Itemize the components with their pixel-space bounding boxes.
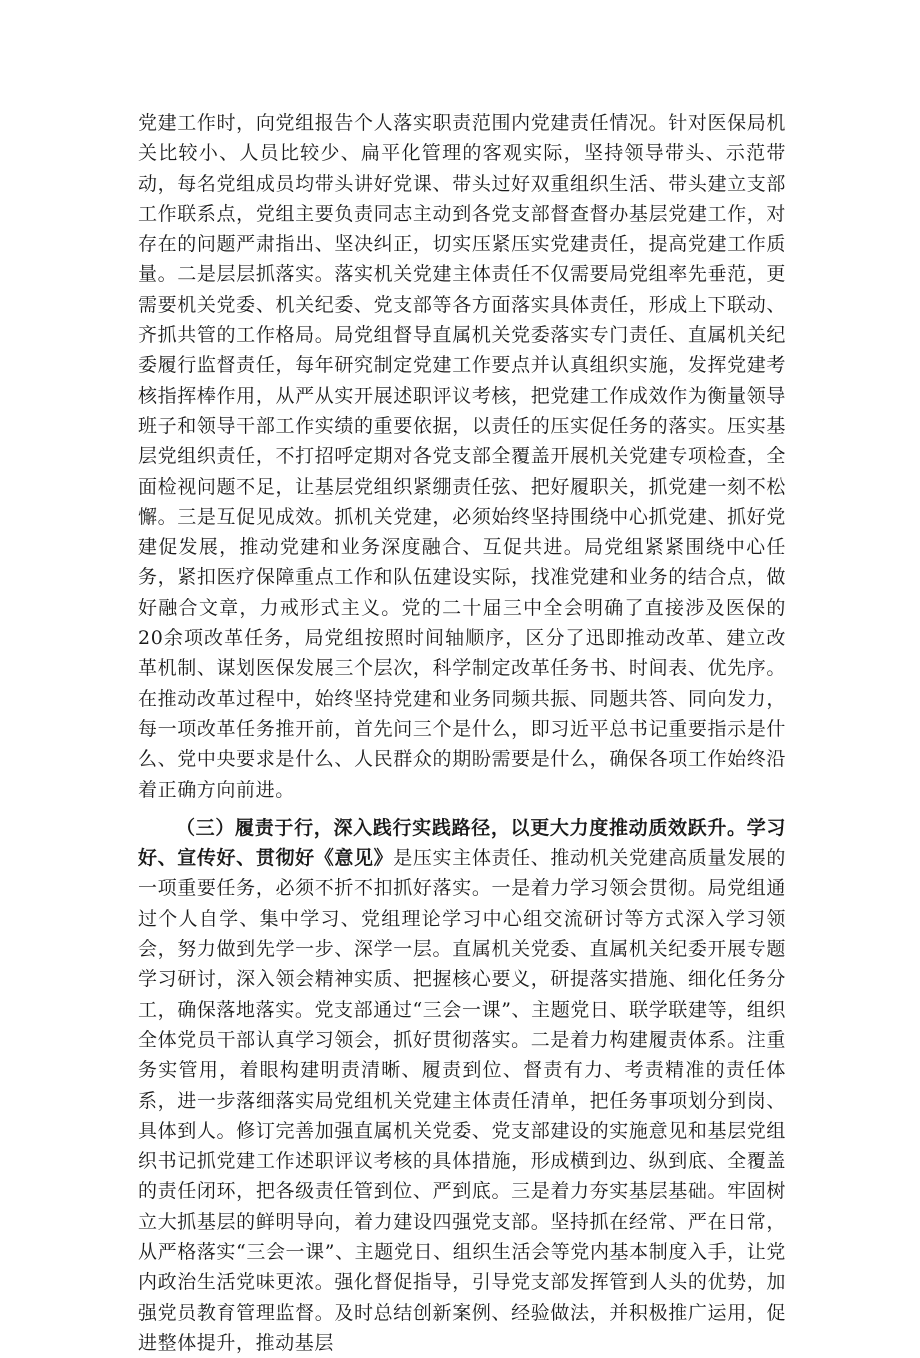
document-page xyxy=(138,108,786,1358)
section-heading-3: （三）履责于行，深入践行实践路径，以更大力度推动质效跃升。学习好、宣传好、贯彻好《意见》 xyxy=(138,816,786,870)
body-paragraph-1: 党建工作时，向党组报告个人落实职责范围内党建责任情况。针对医保局机关比较小、人员比较少、扁平化管理的客观实际，坚持领导带头、示范带动，每名党组成员均带头讲好党课、带头过好双重组织生活、带头建立支部工作联系点，党组主要负责同志主动到各党支部督查督办基层党建工作，对存在的问题严肃指出、坚决纠正，切实压紧压实党建责任，提高党建工作质量。二是层层抓落实。落实机关党建主体责任不仅需要局党组率先垂范，更需要机关党委、机关纪委、党支部等各方面落实具体责任，形成上下联动、齐抓共管的工作格局。局党组督导直属机关党委落实专门责任、直属机关纪委履行监督责任，每年研究制定党建工作要点并认真组织实施，发挥党建考核指挥棒作用，从严从实开展述职评议考核，把党建工作成效作为衡量领导班子和领导干部工作实绩的重要依据，以责任的压实促任务的落实。压实基层党组织责任，不打招呼定期对各党支部全覆盖开展机关党建专项检查，全面检视问题不足，让基层党组织紧绷责任弦、把好履职关，抓党建一刻不松懈。三是互促见成效。抓机关党建，必须始终坚持围绕中心抓党建、抓好党建促发展，推动党建和业务深度融合、互促共进。局党组紧紧围绕中心任务，紧扣医疗保障重点工作和队伍建设实际，找准党建和业务的结合点，做好融合文章，力戒形式主义。党的二十届三中全会明确了直接涉及医保的20余项改革任务，局党组按照时间轴顺序，区分了迅即推动改革、建立改革机制、谋划医保发展三个层次，科学制定改革任务书、时间表、优先序。在推动改革过程中，始终坚持党建和业务同频共振、同题共答、同向发力，每一项改革任务推开前，首先问三个是什么，即习近平总书记重要指示是什么、党中央要求是什么、人民群众的期盼需要是什么，确保各项工作始终沿着正确方向前进。 xyxy=(138,112,786,801)
section-3-body: 是压实主体责任、推动机关党建高质量发展的一项重要任务，必须不折不扣抓好落实。一是着力学习领会贯彻。局党组通过个人自学、集中学习、党组理论学习中心组交流研讨等方式深入学习领会，努力做到先学一步、深学一层。直属机关党委、直属机关纪委开展专题学习研讨，深入领会精神实质、把握核心要义，研提落实措施、细化任务分工，确保落地落实。党支部通过“三会一课”、主题党日、联学联建等，组织全体党员干部认真学习领会，抓好贯彻落实。二是着力构建履责体系。注重务实管用，着眼构建明责清晰、履责到位、督责有力、考责精准的责任体系，进一步落细落实局党组机关党建主体责任清单，把任务事项划分到岗、具体到人。修订完善加强直属机关党委、党支部建设的实施意见和基层党组织书记抓党建工作述职评议考核的具体措施，形成横到边、纵到底、全覆盖的责任闭环，把各级责任管到位、严到底。三是着力夯实基层基础。牢固树立大抓基层的鲜明导向，着力建设四强党支部。坚持抓在经常、严在日常，从严格落实“三会一课”、主题党日、组织生活会等党内基本制度入手，让党内政治生活党味更浓。强化督促指导，引导党支部发挥管到人头的优势，加强党员教育管理监督。及时总结创新案例、经验做法，并积极推广运用，促进整体提升，推动基层 xyxy=(138,847,786,1354)
body-paragraph-2 xyxy=(138,813,786,1358)
